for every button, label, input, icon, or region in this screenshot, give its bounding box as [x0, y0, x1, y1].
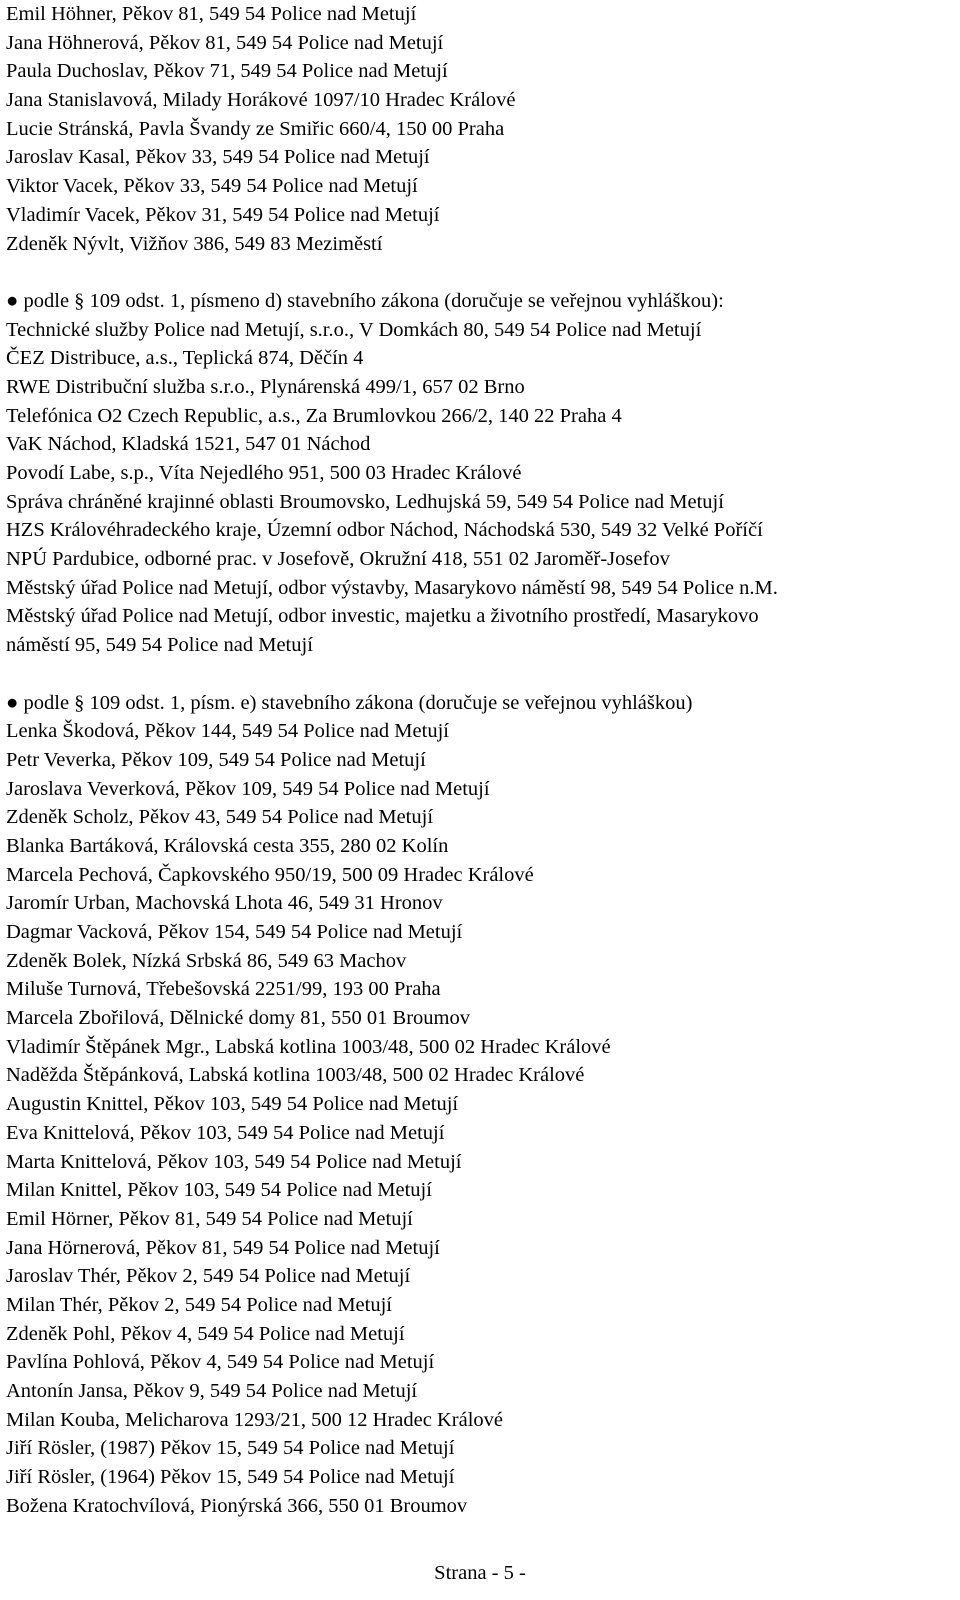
recipient-line: Viktor Vacek, Pěkov 33, 549 54 Police nad Metují [6, 175, 418, 198]
recipient-line: Eva Knittelová, Pěkov 103, 549 54 Police nad Metují [6, 1121, 445, 1144]
recipient-line: Zdeněk Bolek, Nízká Srbská 86, 549 63 Machov [6, 949, 407, 972]
recipient-line: ● podle § 109 odst. 1, písm. e) stavebního zákona (doručuje se veřejnou vyhláškou) [6, 691, 693, 714]
recipient-line: Paula Duchoslav, Pěkov 71, 549 54 Police nad Metují [6, 60, 448, 83]
recipient-line: Milan Thér, Pěkov 2, 549 54 Police nad Metují [6, 1293, 392, 1316]
recipient-line: Milan Knittel, Pěkov 103, 549 54 Police nad Metují [6, 1179, 432, 1202]
recipient-line: Lenka Škodová, Pěkov 144, 549 54 Police nad Metují [6, 720, 449, 743]
recipient-line: Telefónica O2 Czech Republic, a.s., Za Brumlovkou 266/2, 140 22 Praha 4 [6, 404, 622, 427]
recipient-line: Marcela Pechová, Čapkovského 950/19, 500 09 Hradec Králové [6, 863, 534, 886]
section-gap [6, 258, 956, 287]
recipient-line: Petr Veverka, Pěkov 109, 549 54 Police nad Metují [6, 748, 426, 771]
recipient-line: Zdeněk Scholz, Pěkov 43, 549 54 Police nad Metují [6, 806, 434, 829]
recipient-line: Dagmar Vacková, Pěkov 154, 549 54 Police nad Metují [6, 921, 463, 943]
recipient-line: Jaromír Urban, Machovská Lhota 46, 549 31 Hronov [6, 892, 443, 915]
recipient-line: HZS Královéhradeckého kraje, Územní odbor Náchod, Náchodská 530, 549 32 Velké Poříčí [6, 519, 763, 542]
recipient-line: Jana Hörnerová, Pěkov 81, 549 54 Police nad Metují [6, 1236, 440, 1259]
recipient-line: Vladimír Štěpánek Mgr., Labská kotlina 1003/48, 500 02 Hradec Králové [6, 1035, 611, 1058]
recipient-line: náměstí 95, 549 54 Police nad Metují [6, 634, 313, 657]
recipient-line: Antonín Jansa, Pěkov 9, 549 54 Police nad Metují [6, 1380, 418, 1402]
recipient-line: Správa chráněné krajinné oblasti Broumovsko, Ledhujská 59, 549 54 Police nad Metují [6, 490, 724, 513]
recipient-line: Jaroslava Veverková, Pěkov 109, 549 54 Police nad Metují [6, 777, 490, 800]
recipient-line: ČEZ Distribuce, a.s., Teplická 874, Děčín 4 [6, 347, 364, 370]
recipient-line: Naděžda Štěpánková, Labská kotlina 1003/48, 500 02 Hradec Králové [6, 1064, 585, 1087]
recipient-line: Městský úřad Police nad Metují, odbor investic, majetku a životního prostředí, Masarykovo [6, 605, 759, 628]
recipient-line: Technické služby Police nad Metují, s.r.o., V Domkách 80, 549 54 Police nad Metují [6, 318, 702, 341]
recipient-line: Jaroslav Thér, Pěkov 2, 549 54 Police nad Metují [6, 1265, 411, 1288]
recipient-line: VaK Náchod, Kladská 1521, 547 01 Náchod [6, 433, 371, 456]
section-gap [6, 660, 956, 689]
recipient-line: Marcela Zbořilová, Dělnické domy 81, 550 01 Broumov [6, 1007, 470, 1030]
recipient-line: RWE Distribuční služba s.r.o., Plynárenská 499/1, 657 02 Brno [6, 375, 525, 398]
recipient-list-authorities [6, 287, 956, 660]
recipient-line: Městský úřad Police nad Metují, odbor výstavby, Masarykovo náměstí 98, 549 54 Police n.M. [6, 576, 778, 599]
recipient-line: Jiří Rösler, (1964) Pěkov 15, 549 54 Police nad Metují [6, 1466, 455, 1489]
recipient-line: Lucie Stránská, Pavla Švandy ze Smiřic 660/4, 150 00 Praha [6, 117, 505, 140]
recipient-line: Blanka Bartáková, Královská cesta 355, 280 02 Kolín [6, 834, 449, 857]
recipient-list-owners [6, 0, 956, 258]
recipient-line: Milan Kouba, Melicharova 1293/21, 500 12 Hradec Králové [6, 1408, 503, 1431]
recipient-line: Marta Knittelová, Pěkov 103, 549 54 Police nad Metují [6, 1150, 462, 1173]
recipient-line: Jaroslav Kasal, Pěkov 33, 549 54 Police nad Metují [6, 146, 430, 169]
recipient-list-public-notice [6, 689, 956, 1521]
recipient-line: Miluše Turnová, Třebešovská 2251/99, 193 00 Praha [6, 978, 441, 1001]
recipient-line: NPÚ Pardubice, odborné prac. v Josefově, Okružní 418, 551 02 Jaroměř-Josefov [6, 548, 670, 571]
recipient-line: Jana Stanislavová, Milady Horákové 1097/10 Hradec Králové [6, 89, 516, 112]
recipient-line: Emil Höhner, Pěkov 81, 549 54 Police nad Metují [6, 3, 417, 25]
recipient-line: Vladimír Vacek, Pěkov 31, 549 54 Police nad Metují [6, 203, 440, 226]
page-number: Strana - 5 - [434, 1562, 526, 1584]
recipient-line: Pavlína Pohlová, Pěkov 4, 549 54 Police nad Metují [6, 1351, 435, 1374]
recipient-line: Božena Kratochvílová, Pionýrská 366, 550 01 Broumov [6, 1494, 468, 1517]
recipient-line: Jana Höhnerová, Pěkov 81, 549 54 Police nad Metují [6, 31, 444, 54]
recipient-line: Jiří Rösler, (1987) Pěkov 15, 549 54 Police nad Metují [6, 1437, 455, 1460]
recipient-line: Emil Hörner, Pěkov 81, 549 54 Police nad Metují [6, 1207, 413, 1230]
recipient-line: ● podle § 109 odst. 1, písmeno d) stavebního zákona (doručuje se veřejnou vyhláškou): [6, 289, 724, 312]
document-page [6, 0, 956, 1520]
recipient-line: Zdeněk Nývlt, Vižňov 386, 549 83 Meziměstí [6, 232, 383, 255]
recipient-line: Zdeněk Pohl, Pěkov 4, 549 54 Police nad Metují [6, 1322, 405, 1345]
recipient-line: Augustin Knittel, Pěkov 103, 549 54 Police nad Metují [6, 1093, 459, 1116]
recipient-line: Povodí Labe, s.p., Víta Nejedlého 951, 500 03 Hradec Králové [6, 462, 522, 484]
